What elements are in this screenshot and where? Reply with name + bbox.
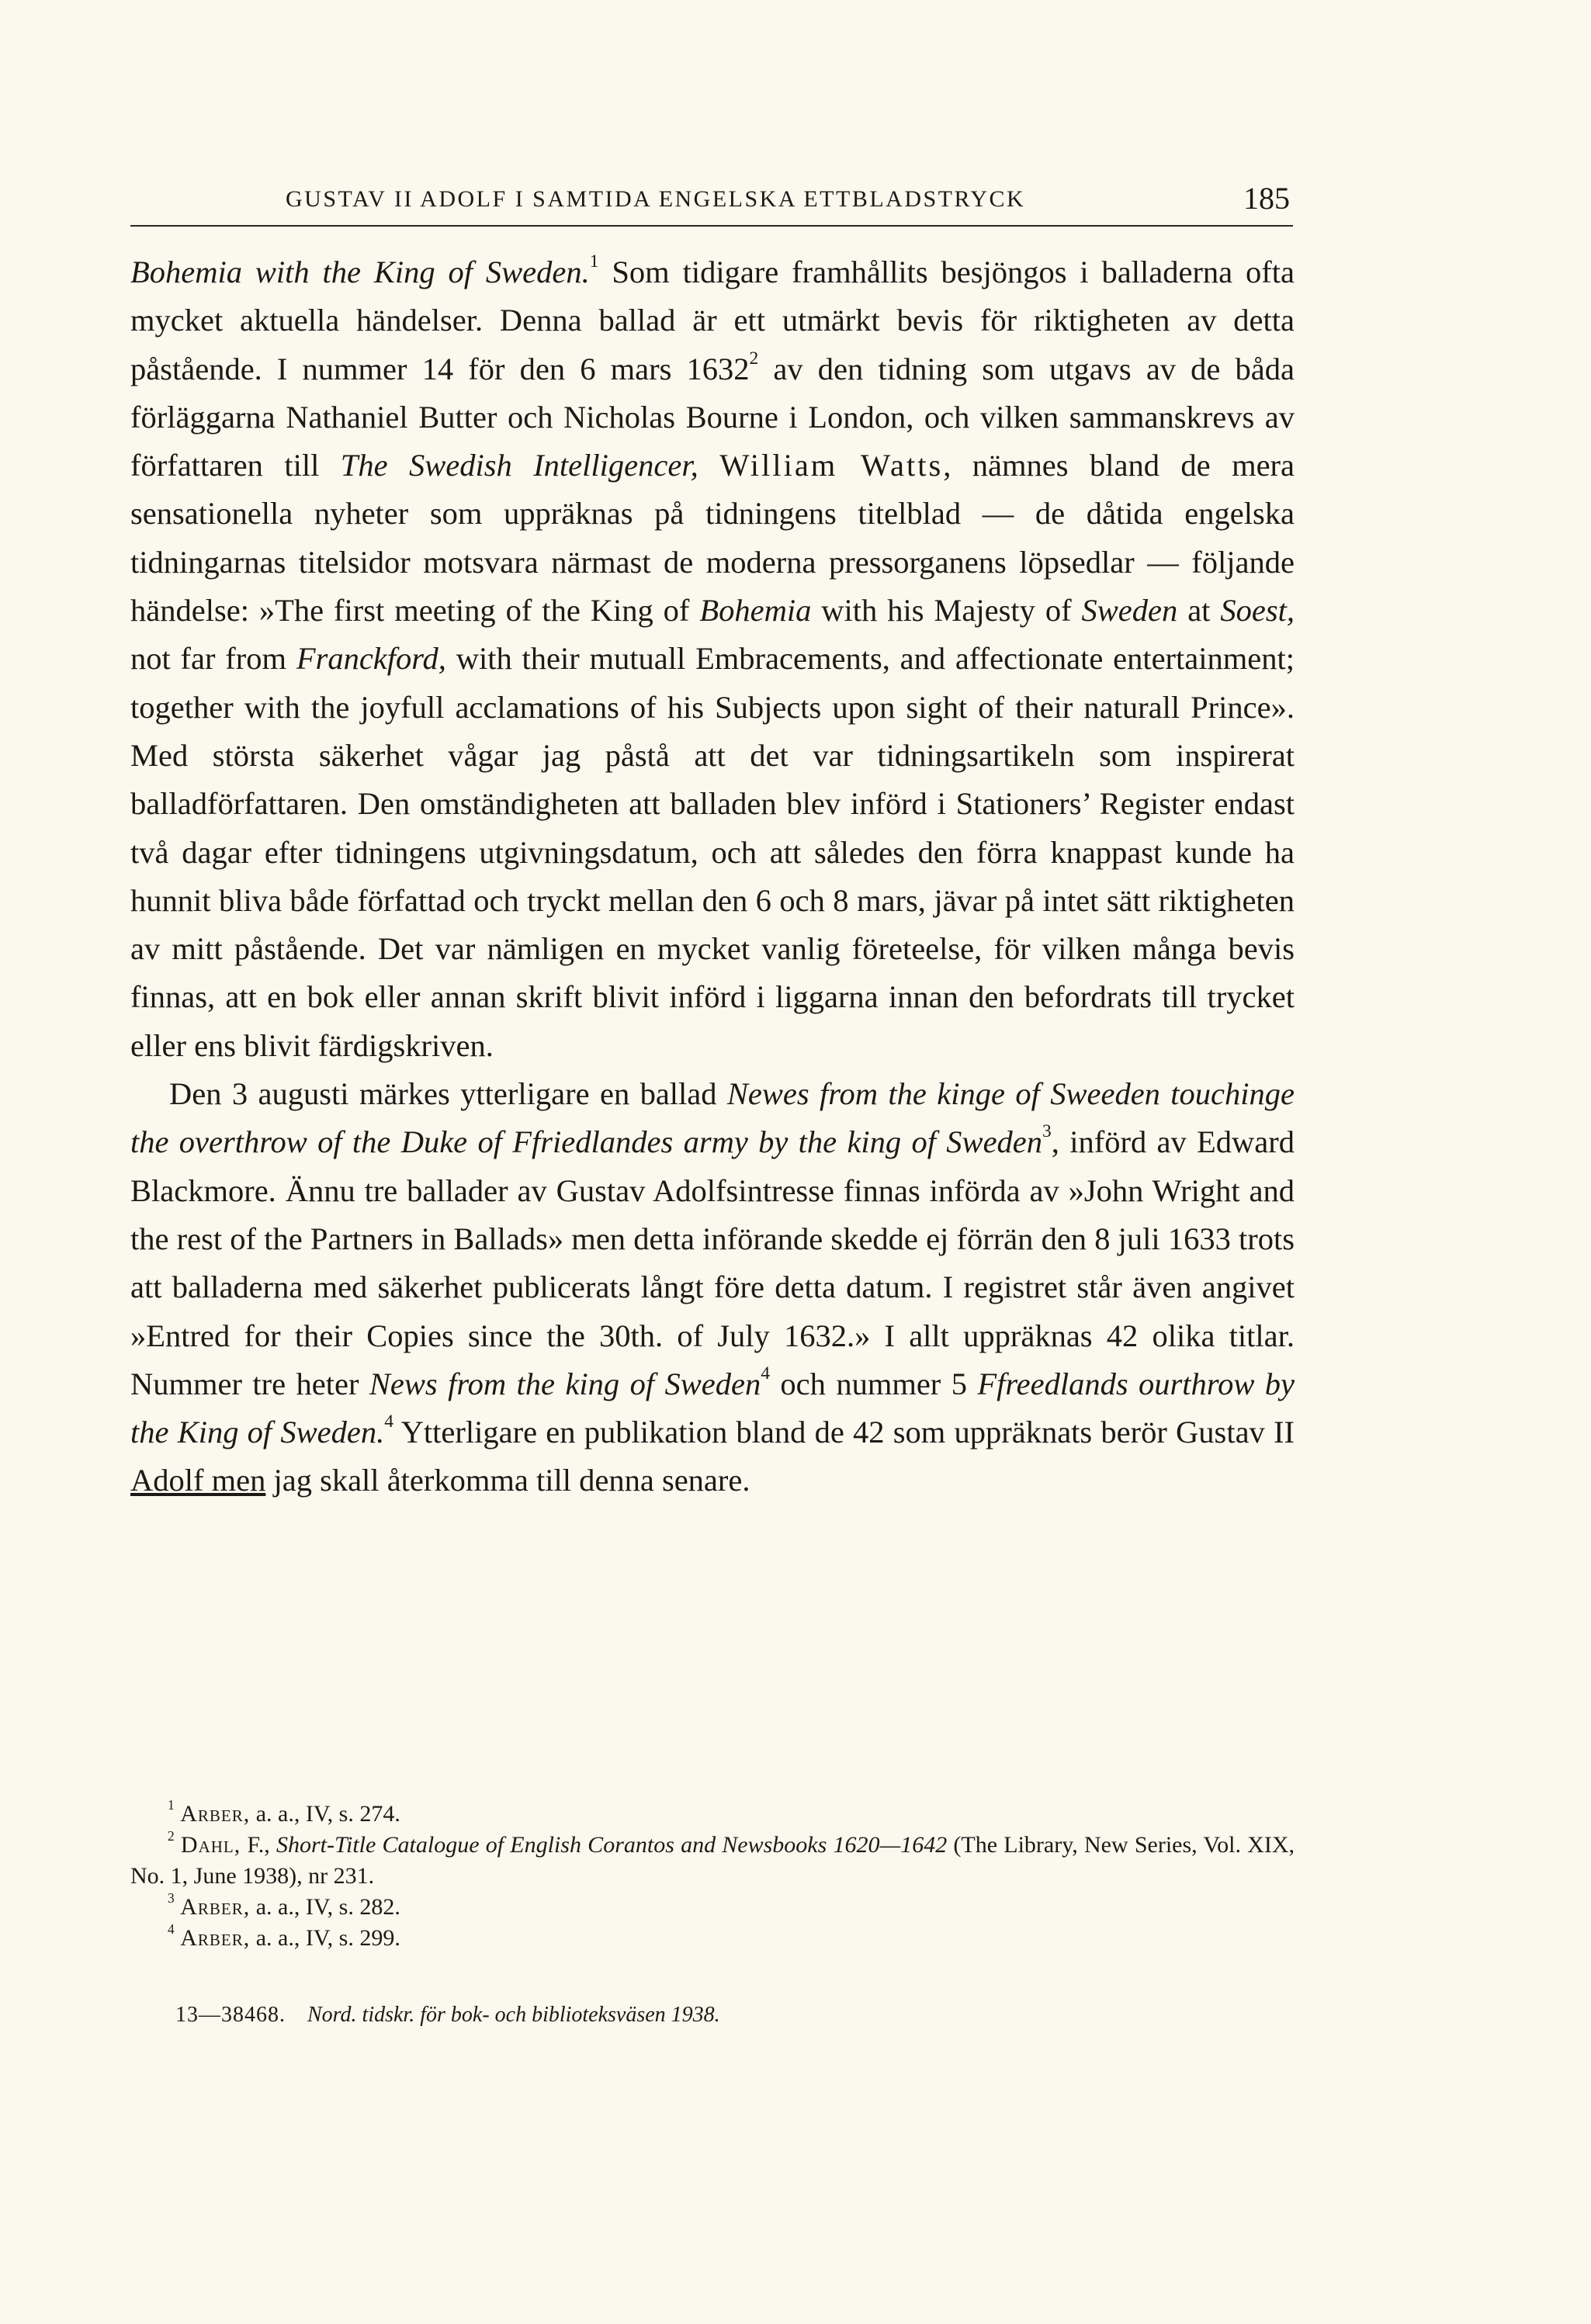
text-span (698, 448, 719, 483)
footnote-1 (130, 1799, 1295, 1830)
text-span: Som tidigare framhållits besjöngos i balladerna ofta mycket aktuella händelser. Denna ballad är ett utmärkt bevis för riktigheten av detta påstående. I nummer 14 för den 6 mars 1632 (130, 255, 1295, 386)
running-title: GUSTAV II ADOLF I SAMTIDA ENGELSKA ETTBLADSTRYCK (286, 186, 1026, 212)
footnote-text: F., (241, 1832, 276, 1858)
footnote-mark: 1 (168, 1797, 175, 1813)
footnote-mark: 3 (168, 1890, 175, 1907)
paragraph-1 (130, 248, 1295, 1070)
footnote-mark: 2 (168, 1828, 175, 1844)
page-number: 185 (1243, 181, 1290, 216)
text-span: och nummer 5 (770, 1366, 978, 1401)
text-span: Bohemia with the King of Sweden. (130, 255, 590, 289)
text-span: , nämnes bland de mera sensationella nyheter som uppräknas på tidningens titelblad — de dåtida engelska tidningarnas titelsidor motsvara närmast de moderna pressorganens löpsedlar — följande händelse: »The first meeting of the King of (130, 448, 1295, 629)
text-span: The Swedish Intelligencer, (340, 448, 698, 483)
text-span: Newes from the kinge of Sweeden touchinge the overthrow of the Duke of Ffriedlandes army by the king of Sweden (130, 1076, 1295, 1160)
footnote-ref: 3 (1042, 1121, 1052, 1142)
footnote-ref: 4 (761, 1363, 770, 1384)
journal-title: Nord. tidskr. för bok- och biblioteksväsen 1938. (307, 2003, 720, 2027)
footnote-mark: 4 (168, 1921, 175, 1938)
text-span: Ffreedlands ourthrow by the King of Sweden. (130, 1366, 1295, 1450)
body-text (130, 248, 1295, 1505)
text-span: Franckford, (296, 641, 446, 677)
text-span: Den 3 augusti märkes ytterligare en ballad (169, 1076, 727, 1112)
paragraph-2 (130, 1070, 1295, 1505)
text-span: av den tidning som utgavs av de båda förläggarna Nathaniel Butter och Nicholas Bourne i London, och vilken sammanskrevs av författaren till (130, 351, 1295, 483)
footnote-text: a. a., IV, s. 282. (250, 1894, 400, 1920)
footnote-ref: 2 (749, 348, 759, 369)
text-span: with his Majesty of (811, 593, 1082, 629)
footnote-author: Arber, (180, 1925, 251, 1951)
footnote-title: Short-Title Catalogue of English Corantos and Newsbooks 1620—1642 (276, 1832, 948, 1858)
footnote-ref: 4 (384, 1411, 393, 1432)
text-span: , införd av Edward Blackmore. Ännu tre ballader av Gustav Adolfsintresse finnas införda av »John Wright and the rest of the Partners in Ballads» men detta införande skedde ej förrän den 8 juli 1633 trots att balladerna med säkerhet publicerats långt före detta datum. I registret står även angivet »Entred for their Copies since the 30th. of July 1632.» I allt uppräknas 42 olika titlar. Nummer tre heter (130, 1124, 1295, 1401)
footnote-author: Arber, (180, 1801, 251, 1827)
text-span: with their mutuall Embracements, and affectionate entertainment; together with the joyfull acclamations of his Subjects upon sight of their naturall Prince». Med största säkerhet vågar jag påstå att det var tidningsartikeln som inspirerat balladförfattaren. Den omständigheten att balladen blev införd i Stationers’ Register endast två dagar efter tidningens utgivningsdatum, och att således den förra knappast kunde ha hunnit bliva både författad och tryckt mellan den 6 och 8 mars, jävar på intet sätt riktigheten av mitt påstående. Det var nämligen en mycket vanlig företeelse, för vilken många bevis finnas, att en bok eller annan skrift blivit införd i liggarna innan den befordrats till trycket eller ens blivit färdigskriven. (130, 641, 1295, 1063)
footnote-ref: 1 (589, 251, 599, 272)
text-span: jag skall återkomma till denna senare. (265, 1463, 750, 1498)
footnote-text: (The Library, New Series, Vol. XIX, No. 1, June 1938), nr 231. (130, 1832, 1295, 1889)
signature-number: 13—38468. (175, 2003, 286, 2027)
footnote-text: a. a., IV, s. 299. (250, 1925, 400, 1951)
footnote-author: Dahl, (180, 1832, 241, 1858)
author-name: William Watts (719, 448, 944, 483)
footnote-text: a. a., IV, s. 274. (250, 1801, 400, 1827)
signature-line (175, 2003, 720, 2028)
footnote-4 (130, 1923, 1295, 1954)
footnotes (130, 1799, 1295, 1954)
footnote-3 (130, 1892, 1295, 1923)
footnote-2 (130, 1830, 1295, 1892)
footnote-author: Arber, (180, 1894, 251, 1920)
text-span: News from the king of Sweden (369, 1366, 761, 1401)
text-span: not far from (130, 641, 296, 677)
text-span: Sweden (1081, 593, 1178, 629)
text-span: Soest, (1220, 593, 1295, 629)
text-span: Bohemia (699, 593, 812, 629)
text-span: at (1177, 593, 1221, 629)
underlined-text: Adolf men (130, 1463, 266, 1498)
page-header (130, 183, 1293, 227)
text-span: Ytterligare en publikation bland de 42 som uppräknats berör Gustav II (393, 1415, 1295, 1450)
